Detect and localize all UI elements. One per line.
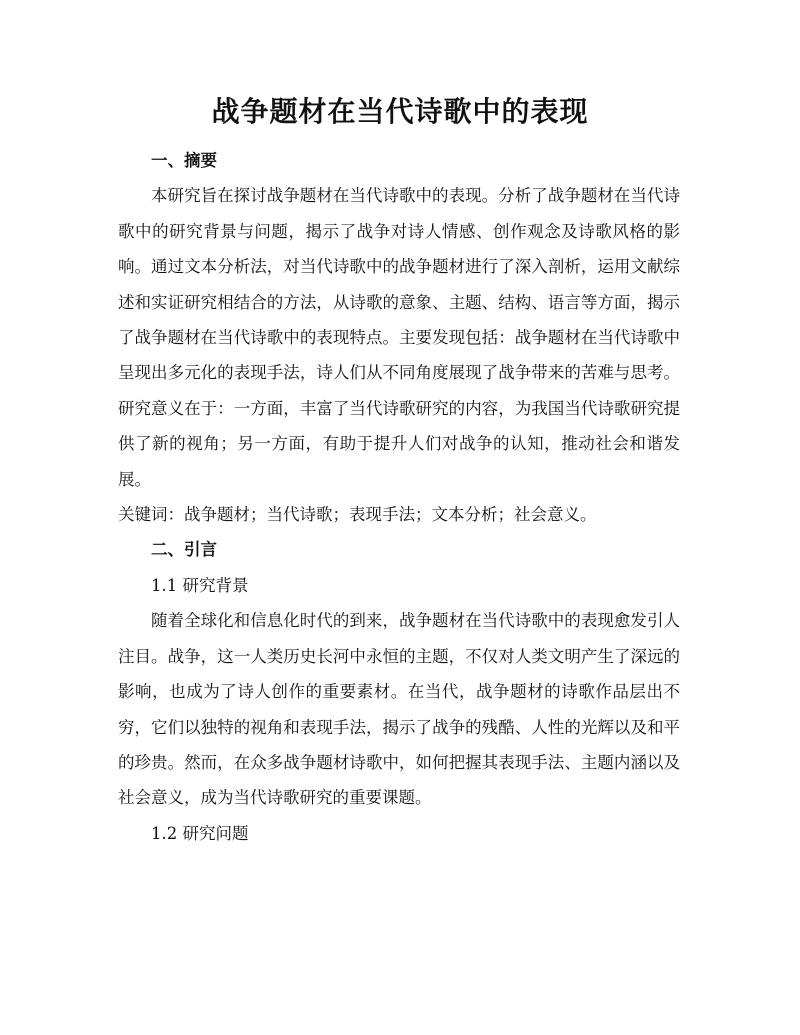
keywords-line: 关键词：战争题材；当代诗歌；表现手法；文本分析；社会意义。	[118, 505, 597, 525]
document-title: 战争题材在当代诗歌中的表现	[211, 95, 589, 128]
research-background-paragraph: 随着全球化和信息化时代的到来，战争题材在当代诗歌中的表现愈发引人注目。战争，这一人类历史长河中永恒的主题，不仅对人类文明产生了深远的影响，也成为了诗人创作的重要素材。在当代，战争题材的诗歌作品层出不穷，它们以独特的视角和表现手法，揭示了战争的残酷、人性的光辉以及和平的珍贵。然而，在众多战争题材诗歌中，如何把握其表现手法、主题内涵以及社会意义，成为当代诗歌研究的重要课题。	[118, 611, 680, 808]
document-body	[118, 143, 680, 851]
abstract-paragraph: 本研究旨在探讨战争题材在当代诗歌中的表现。分析了战争题材在当代诗歌中的研究背景与问题，揭示了战争对诗人情感、创作观念及诗歌风格的影响。通过文本分析法，对当代诗歌中的战争题材进行了深入剖析，运用文献综述和实证研究相结合的方法，从诗歌的意象、主题、结构、语言等方面，揭示了战争题材在当代诗歌中的表现特点。主要发现包括：战争题材在当代诗歌中呈现出多元化的表现手法，诗人们从不同角度展现了战争带来的苦难与思考。研究意义在于：一方面，丰富了当代诗歌研究的内容，为我国当代诗歌研究提供了新的视角；另一方面，有助于提升人们对战争的认知，推动社会和谐发展。	[118, 186, 680, 489]
research-question-heading: 1.2 研究问题	[151, 823, 249, 843]
abstract-heading: 一、摘要	[151, 151, 217, 170]
introduction-heading: 二、引言	[151, 540, 217, 560]
research-background-heading: 1.1 研究背景	[151, 575, 249, 595]
